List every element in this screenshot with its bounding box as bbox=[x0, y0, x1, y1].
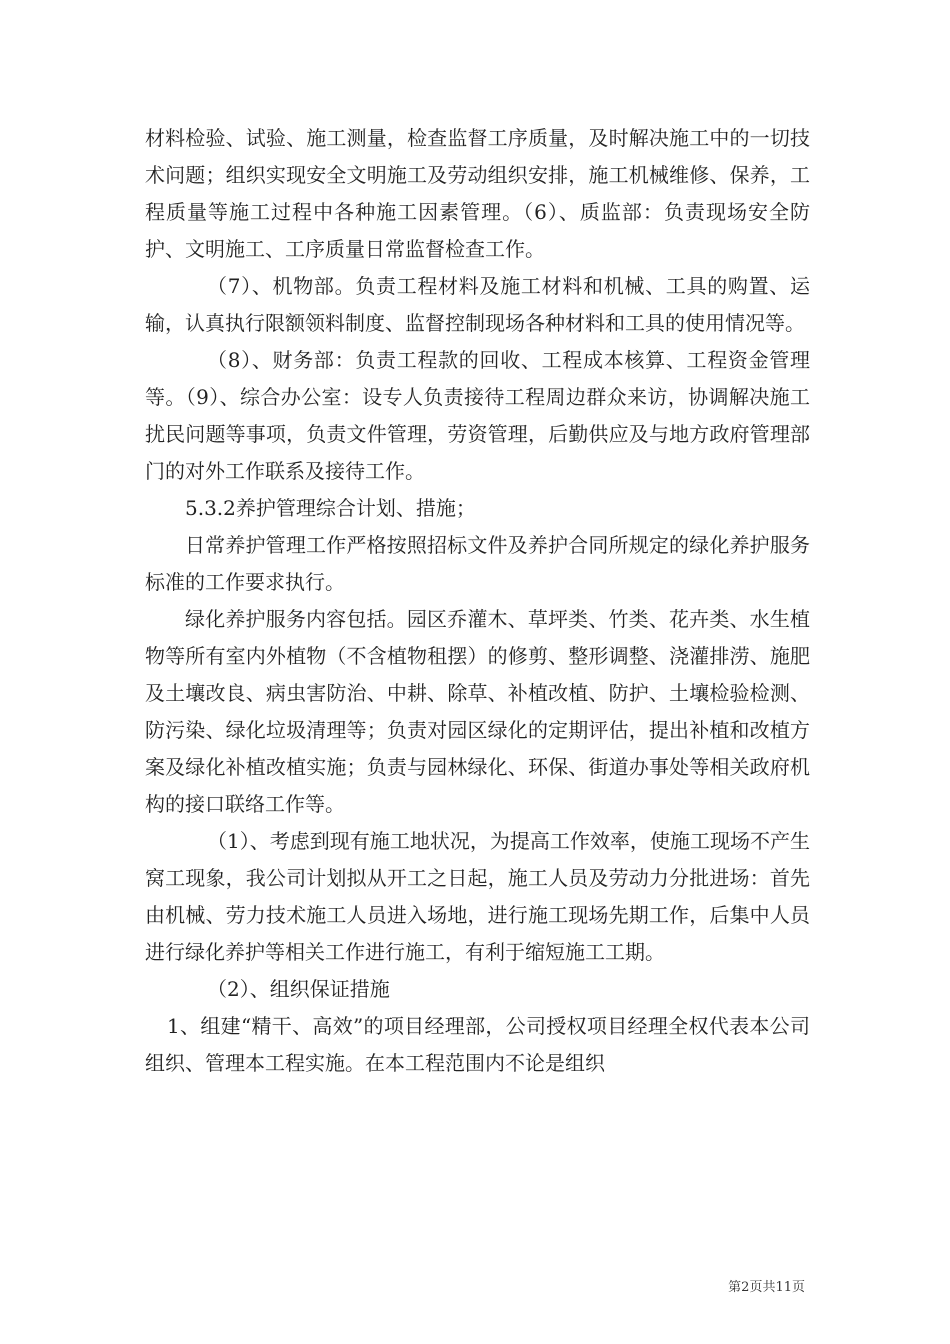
paragraph-5: 日常养护管理工作严格按照招标文件及养护合同所规定的绿化养护服务标准的工作要求执行。 bbox=[145, 533, 810, 594]
page-number-footer: 第2页共11页 bbox=[728, 1280, 805, 1295]
paragraph-1: 材料检验、试验、施工测量，检查监督工序质量，及时解决施工中的一切技术问题；组织实现安全文明施工及劳动组织安排，施工机械维修、保养，工程质量等施工过程中各种施工因素管理。（6）、质监部：负责现场安全防护、文明施工、工序质量日常监督检查工作。 bbox=[145, 126, 810, 261]
paragraph-6: 绿化养护服务内容包括。园区乔灌木、草坪类、竹类、花卉类、水生植物等所有室内外植物（不含植物租摆）的修剪、整形调整、浇灌排涝、施肥及土壤改良、病虫害防治、中耕、除草、补植改植、防护、土壤检验检测、防污染、绿化垃圾清理等；负责对园区绿化的定期评估，提出补植和改植方案及绿化补植改植实施；负责与园林绿化、环保、街道办事处等相关政府机构的接口联络工作等。 bbox=[145, 607, 810, 816]
paragraph-8: （2）、组织保证措施 bbox=[207, 977, 390, 1001]
paragraph-3: （8）、财务部：负责工程款的回收、工程成本核算、工程资金管理等。（9）、综合办公室：设专人负责接待工程周边群众来访，协调解决施工扰民问题等事项，负责文件管理，劳资管理，后勤供应及与地方政府管理部门的对外工作联系及接待工作。 bbox=[145, 348, 810, 483]
paragraph-9: 1、组建“精干、高效”的项目经理部，公司授权项目经理全权代表本公司组织、管理本工程实施。在本工程范围内不论是组织 bbox=[145, 1014, 810, 1075]
document-body bbox=[145, 120, 810, 1082]
paragraph-7: （1）、考虑到现有施工地状况，为提高工作效率，使施工现场不产生窝工现象，我公司计划拟从开工之日起，施工人员及劳动力分批进场：首先由机械、劳力技术施工人员进入场地，进行施工现场先期工作，后集中人员进行绿化养护等相关工作进行施工，有利于缩短施工工期。 bbox=[145, 829, 810, 964]
paragraph-2: （7）、机物部。负责工程材料及施工材料和机械、工具的购置、运输，认真执行限额领料制度、监督控制现场各种材料和工具的使用情况等。 bbox=[145, 274, 810, 335]
section-heading: 5.3.2养护管理综合计划、措施； bbox=[185, 496, 476, 520]
